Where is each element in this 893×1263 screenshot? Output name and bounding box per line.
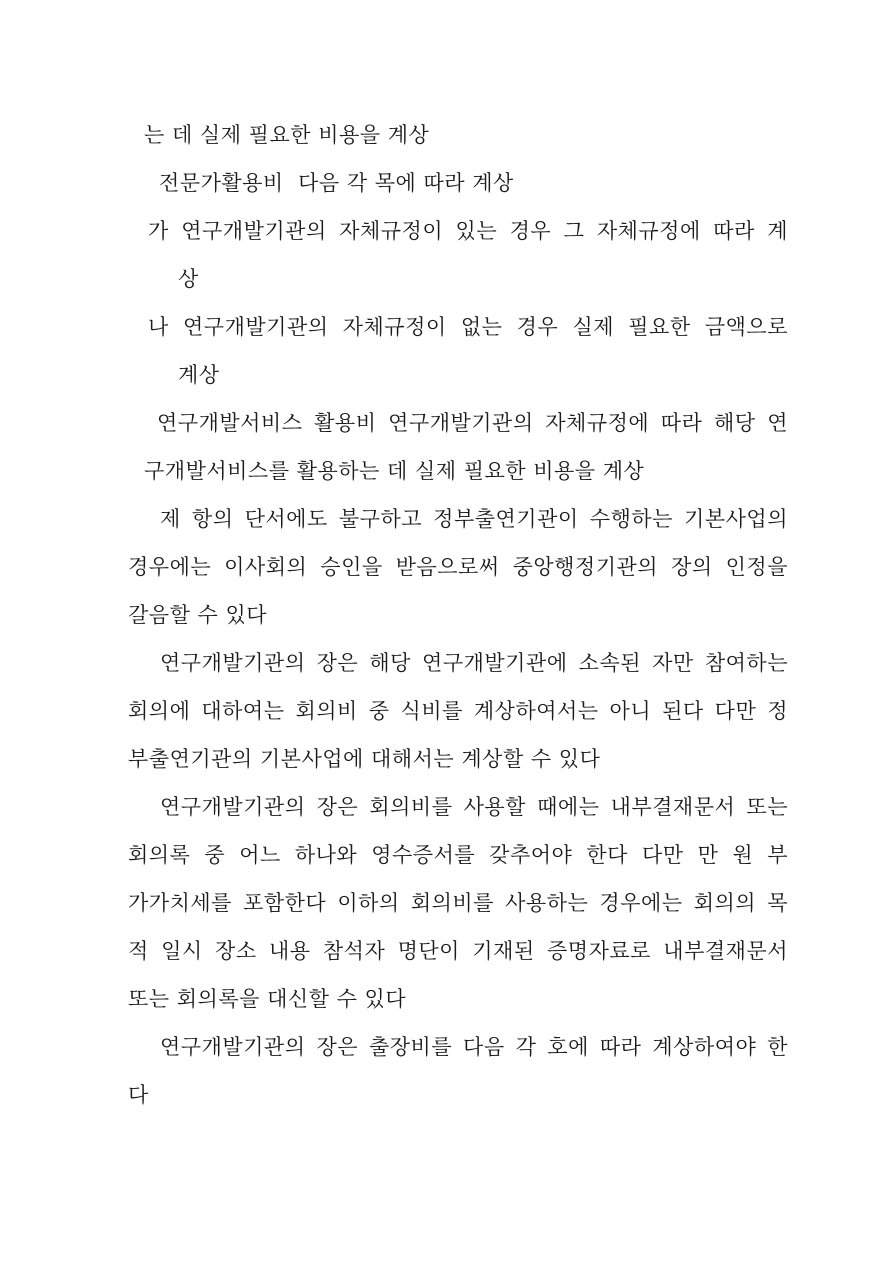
text-line: 전문가활용비 다음 각 목에 따라 계상	[159, 171, 514, 195]
text-line: 경우에는 이사회의 승인을 받음으로써 중앙행정기관의 장의 인정을	[128, 555, 788, 579]
text-line: 연구개발기관의 장은 출장비를 다음 각 호에 따라 계상하여야 한	[160, 1035, 788, 1059]
text-line: 또는 회의록을 대신할 수 있다	[128, 987, 407, 1011]
text-line: 가가치세를 포함한다 이하의 회의비를 사용하는 경우에는 회의의 목	[128, 891, 788, 915]
text-line: 회의록 중 어느 하나와 영수증서를 갖추어야 한다 다만 만 원 부	[128, 843, 788, 867]
text-line: 갈음할 수 있다	[128, 603, 268, 627]
text-line: 가 연구개발기관의 자체규정이 있는 경우 그 자체규정에 따라 계	[148, 219, 788, 243]
text-line: 다	[128, 1083, 149, 1107]
text-line: 적 일시 장소 내용 참석자 명단이 기재된 증명자료로 내부결재문서	[128, 939, 788, 963]
text-line: 는 데 실제 필요한 비용을 계상	[144, 123, 430, 147]
text-line: 부출연기관의 기본사업에 대해서는 계상할 수 있다	[128, 747, 601, 771]
text-line: 연구개발기관의 장은 해당 연구개발기관에 소속된 자만 참여하는	[160, 651, 788, 675]
text-line: 연구개발서비스 활용비 연구개발기관의 자체규정에 따라 해당 연	[157, 411, 788, 435]
text-line: 연구개발기관의 장은 회의비를 사용할 때에는 내부결재문서 또는	[160, 795, 788, 819]
text-line: 계상	[178, 363, 220, 387]
text-line: 회의에 대하여는 회의비 중 식비를 계상하여서는 아니 된다 다만 정	[128, 699, 788, 723]
text-line: 상	[178, 267, 199, 291]
text-line: 구개발서비스를 활용하는 데 실제 필요한 비용을 계상	[144, 459, 645, 483]
text-line: 나 연구개발기관의 자체규정이 없는 경우 실제 필요한 금액으로	[148, 315, 788, 339]
text-line: 제 항의 단서에도 불구하고 정부출연기관이 수행하는 기본사업의	[160, 507, 788, 531]
